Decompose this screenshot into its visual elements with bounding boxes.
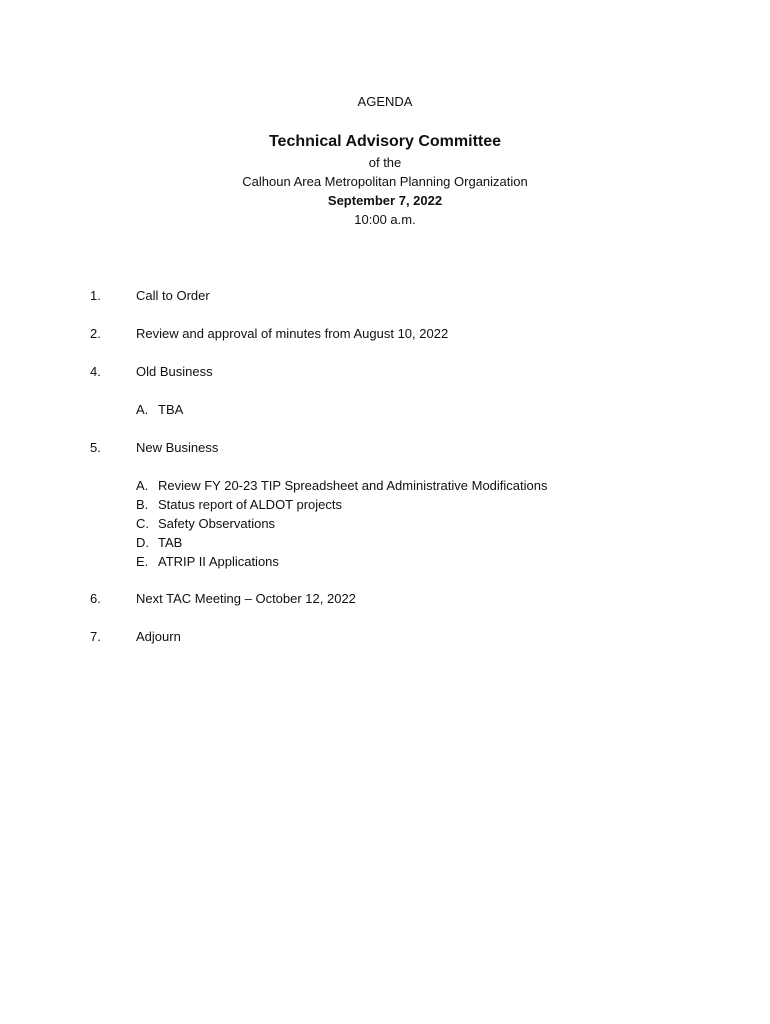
agenda-item-text: Next TAC Meeting – October 12, 2022 [136, 591, 356, 606]
organization-name: Calhoun Area Metropolitan Planning Organization [242, 174, 528, 189]
subitem-letter: D. [136, 535, 149, 550]
subitem-letter: E. [136, 554, 149, 569]
subitem-text: Status report of ALDOT projects [158, 497, 343, 512]
subitem-text: TBA [158, 402, 184, 417]
agenda-item-text: Review and approval of minutes from August 10, 2022 [136, 326, 449, 341]
agenda-item-text: Call to Order [136, 288, 210, 303]
agenda-item-number: 7. [90, 629, 101, 644]
subitem-text: Safety Observations [158, 516, 276, 531]
agenda-item-text: Adjourn [136, 629, 181, 644]
agenda-item-text: Old Business [136, 364, 213, 379]
subitem-text: Review FY 20-23 TIP Spreadsheet and Administrative Modifications [158, 478, 548, 493]
committee-title: Technical Advisory Committee [268, 133, 502, 150]
agenda-item-number: 2. [90, 326, 101, 341]
agenda-item-text: New Business [136, 440, 219, 455]
agenda-item-number: 1. [90, 288, 101, 303]
meeting-time: 10:00 a.m. [354, 212, 416, 227]
agenda-label: AGENDA [357, 94, 413, 109]
subitem-text: ATRIP II Applications [158, 554, 279, 569]
of-the-text: of the [368, 155, 402, 170]
agenda-item-number: 4. [90, 364, 101, 379]
subitem-letter: B. [136, 497, 149, 512]
agenda-item-number: 5. [90, 440, 101, 455]
subitem-letter: A. [136, 478, 149, 493]
subitem-text: TAB [158, 535, 183, 550]
agenda-item-number: 6. [90, 591, 101, 606]
meeting-date: September 7, 2022 [327, 193, 443, 208]
subitem-letter: C. [136, 516, 149, 531]
subitem-letter: A. [136, 402, 149, 417]
